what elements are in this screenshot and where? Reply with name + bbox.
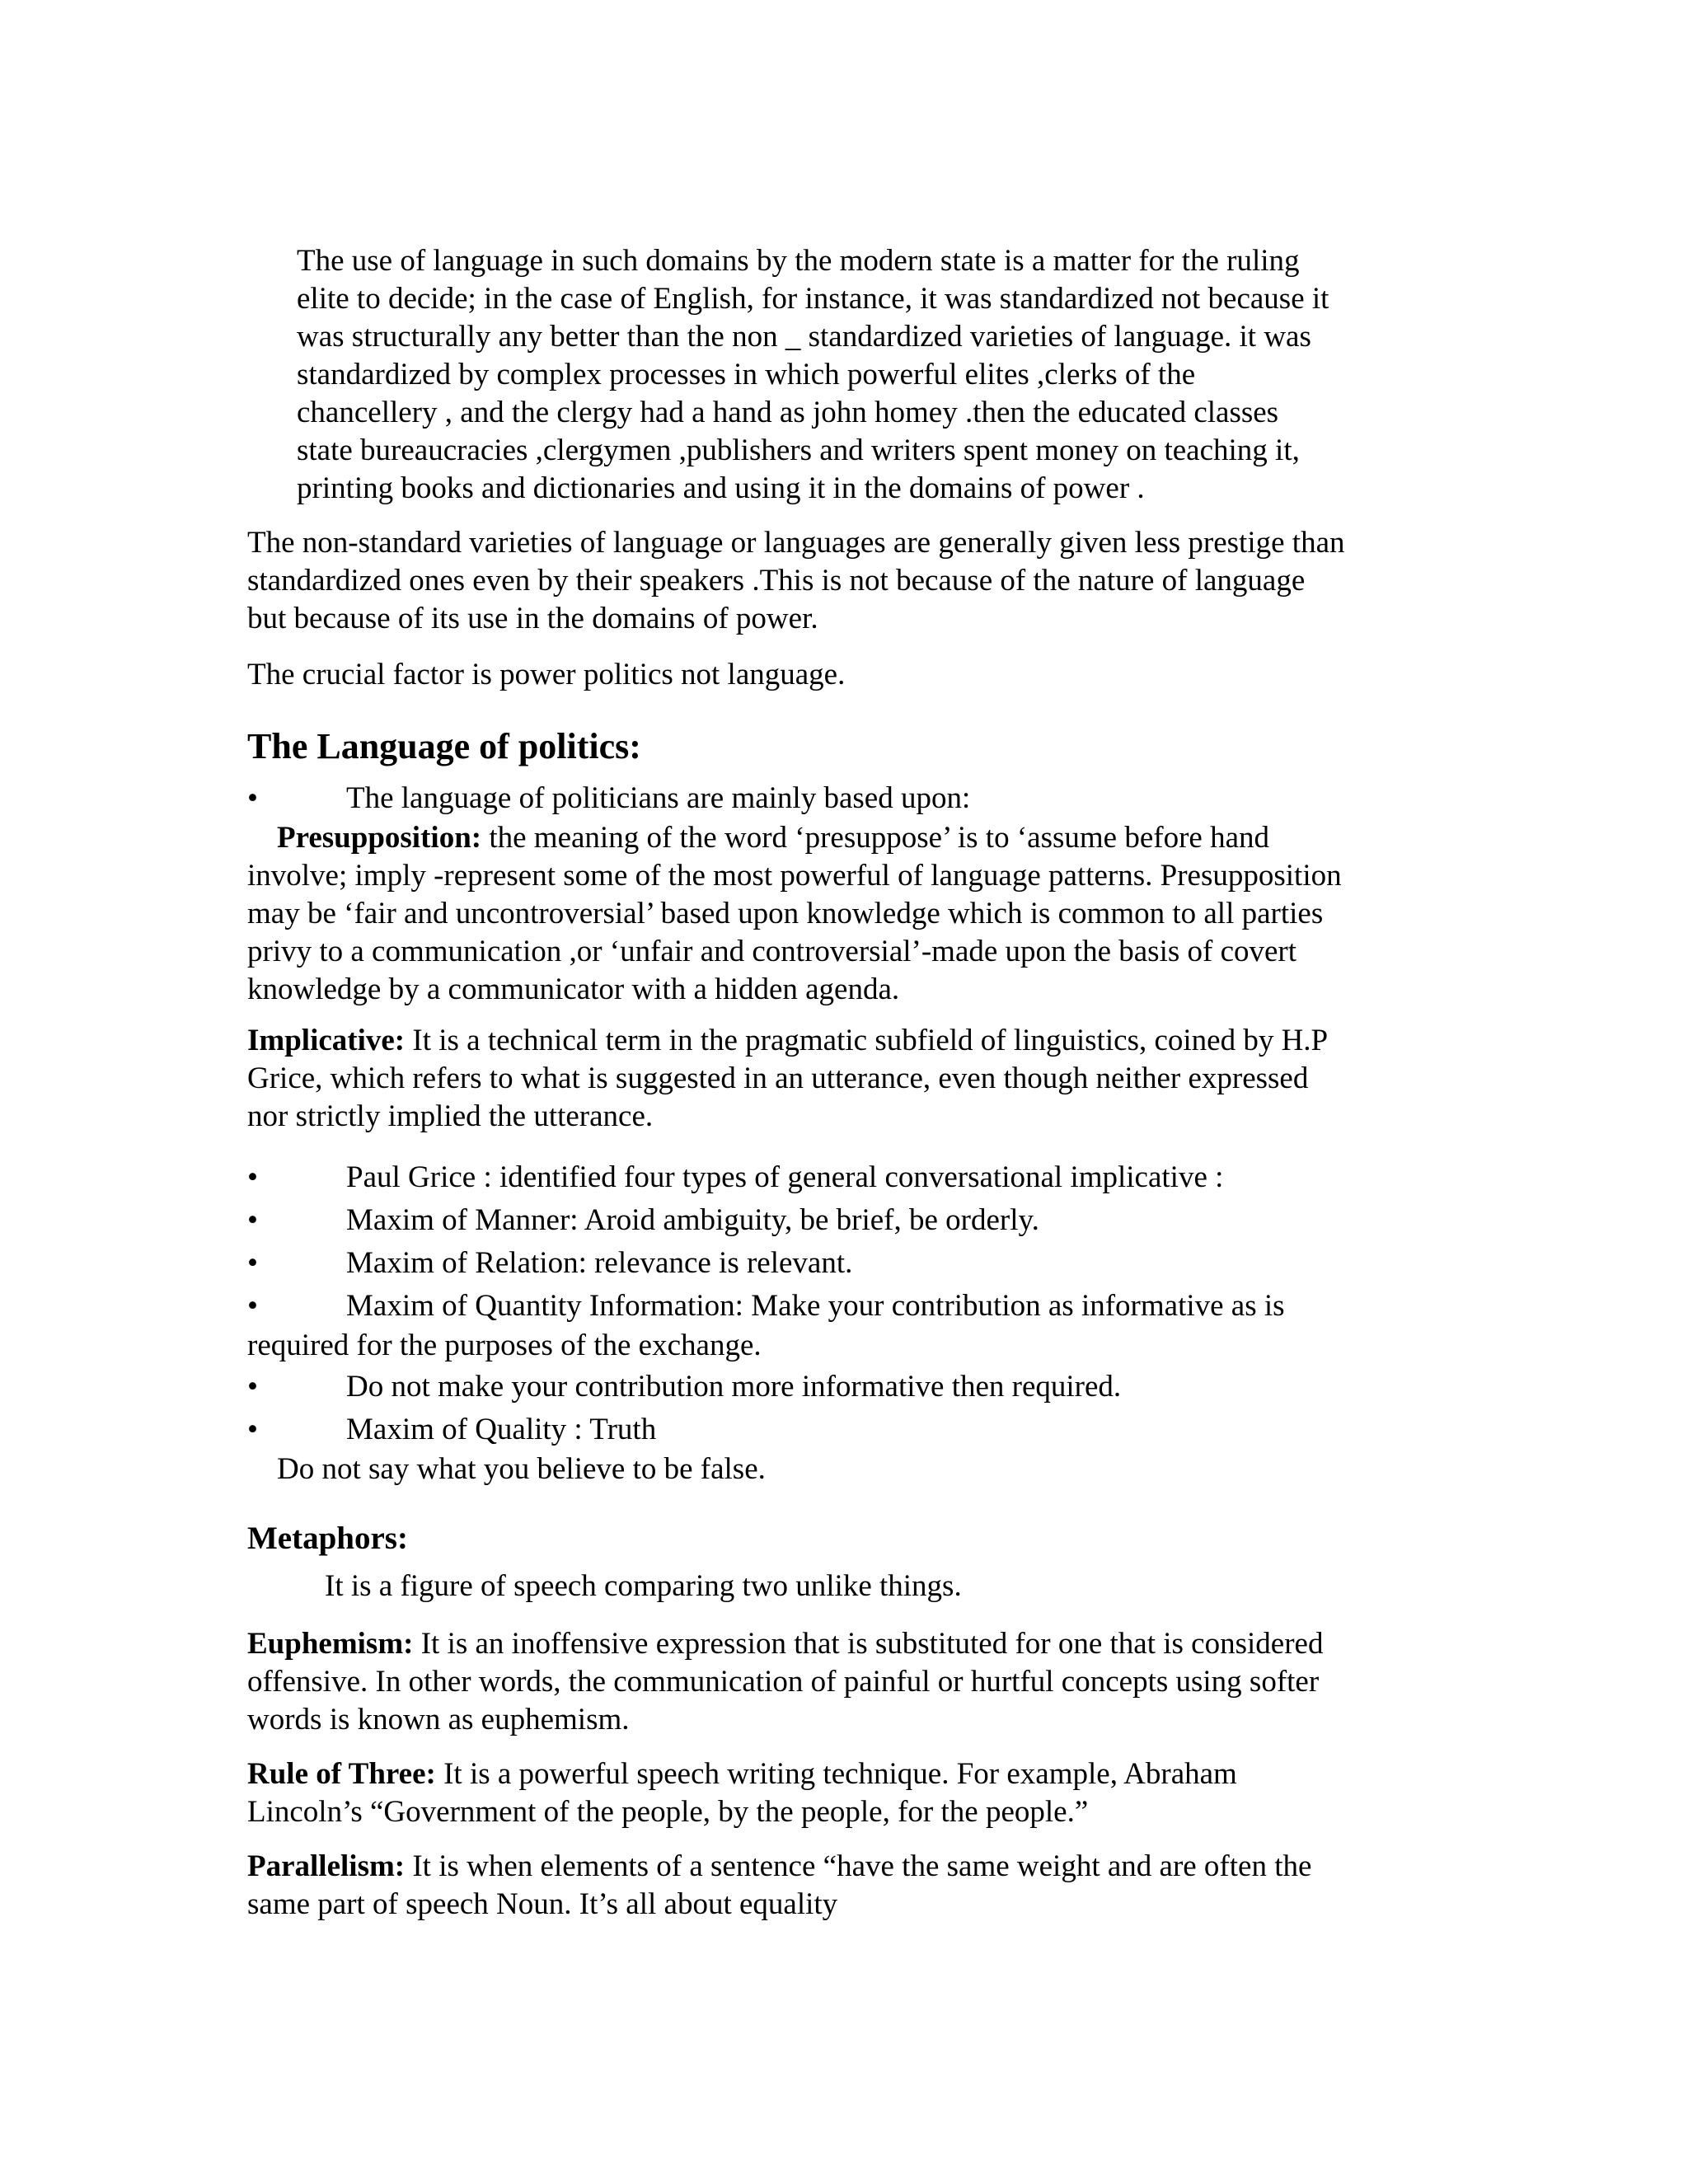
text-line <box>247 1625 1451 1663</box>
list-item-text: Maxim of Manner: Aroid ambiguity, be brief, be orderly. <box>346 1203 1039 1237</box>
paragraph-crucial-factor: The crucial factor is power politics not language. <box>247 658 846 691</box>
quality-note: Do not say what you believe to be false. <box>277 1452 766 1486</box>
paragraph-non-standard <box>247 524 1451 638</box>
text-line: offensive. In other words, the communication of painful or hurtful concepts using softer <box>247 1665 1320 1699</box>
bullet-icon: • <box>247 1370 258 1404</box>
list-item-text: The language of politicians are mainly based upon: <box>346 781 971 815</box>
bullet-icon: • <box>247 1289 258 1323</box>
text-line: was structurally any better than the non _ standardized varieties of language. it was <box>297 320 1311 354</box>
text-line: The use of language in such domains by the modern state is a matter for the ruling <box>297 244 1300 278</box>
text-line: but because of its use in the domains of power. <box>247 602 818 635</box>
paragraph-presupposition <box>247 819 1451 1009</box>
text-line: standardized by complex processes in which powerful elites ,clerks of the <box>297 358 1196 391</box>
list-item-text: Maxim of Quality : Truth <box>346 1413 657 1446</box>
term-parallelism: Parallelism: <box>247 1849 406 1883</box>
text-line: Grice, which refers to what is suggested in an utterance, even though neither expressed <box>247 1062 1309 1095</box>
definition-text: It is when elements of a sentence “have the same weight and are often the <box>405 1849 1312 1883</box>
text-line <box>247 1022 1451 1060</box>
text-line <box>247 1755 1451 1793</box>
list-item-text: Maxim of Relation: relevance is relevant. <box>346 1246 853 1280</box>
text-line: nor strictly implied the utterance. <box>247 1099 654 1133</box>
bullet-icon: • <box>247 1203 258 1237</box>
definition-text: It is a technical term in the pragmatic subfield of linguistics, coined by H.P <box>405 1024 1329 1057</box>
text-line: may be ‘fair and uncontroversial’ based upon knowledge which is common to all parties <box>247 897 1324 930</box>
paragraph-rule-of-three <box>247 1755 1451 1831</box>
section-heading-metaphors: Metaphors: <box>247 1521 408 1556</box>
list-item-continuation: required for the purposes of the exchange. <box>247 1329 762 1362</box>
bullet-icon: • <box>247 1160 258 1194</box>
term-implicative: Implicative: <box>247 1024 406 1057</box>
paragraph-euphemism <box>247 1625 1451 1739</box>
text-line: privy to a communication ,or ‘unfair and controversial’-made upon the basis of covert <box>247 935 1297 968</box>
definition-text: It is a powerful speech writing technique. For example, Abraham <box>435 1757 1237 1791</box>
bullet-icon: • <box>247 781 258 815</box>
text-line: state bureaucracies ,clergymen ,publishers and writers spent money on teaching it, <box>297 434 1300 467</box>
term-euphemism: Euphemism: <box>247 1627 414 1661</box>
text-line: elite to decide; in the case of English, for instance, it was standardized not because it <box>297 282 1329 316</box>
list-item-text: Maxim of Quantity Information: Make your contribution as informative as is <box>346 1289 1285 1323</box>
paragraph-implicative <box>247 1022 1451 1136</box>
text-line: knowledge by a communicator with a hidden agenda. <box>247 972 900 1006</box>
definition-text: It is an inoffensive expression that is substituted for one that is considered <box>413 1627 1324 1661</box>
paragraph-standardization <box>297 242 1434 508</box>
definition-text: the meaning of the word ‘presuppose’ is to ‘assume before hand <box>481 821 1269 855</box>
bullet-icon: • <box>247 1246 258 1280</box>
term-rule-of-three: Rule of Three: <box>247 1757 436 1791</box>
text-line <box>247 1848 1451 1886</box>
text-line: Lincoln’s “Government of the people, by the people, for the people.” <box>247 1795 1089 1829</box>
term-presupposition: Presupposition: <box>277 821 482 855</box>
section-heading-language-of-politics: The Language of politics: <box>247 726 641 766</box>
text-line: printing books and dictionaries and using it in the domains of power . <box>297 471 1145 505</box>
text-line: The non-standard varieties of language or languages are generally given less prestige than <box>247 526 1345 560</box>
paragraph-metaphor: It is a figure of speech comparing two unlike things. <box>325 1569 962 1603</box>
text-line: involve; imply -represent some of the most powerful of language patterns. Presupposition <box>247 859 1342 893</box>
text-line <box>247 819 1451 857</box>
text-line: same part of speech Noun. It’s all about equality <box>247 1887 838 1921</box>
list-item-text: Paul Grice : identified four types of general conversational implicative : <box>346 1160 1224 1194</box>
paragraph-parallelism <box>247 1848 1451 1924</box>
text-line: chancellery , and the clergy had a hand as john homey .then the educated classes <box>297 396 1279 429</box>
text-line: standardized ones even by their speakers .This is not because of the nature of language <box>247 564 1306 598</box>
list-item-text: Do not make your contribution more informative then required. <box>346 1370 1122 1404</box>
bullet-icon: • <box>247 1413 258 1446</box>
text-line: words is known as euphemism. <box>247 1703 630 1736</box>
